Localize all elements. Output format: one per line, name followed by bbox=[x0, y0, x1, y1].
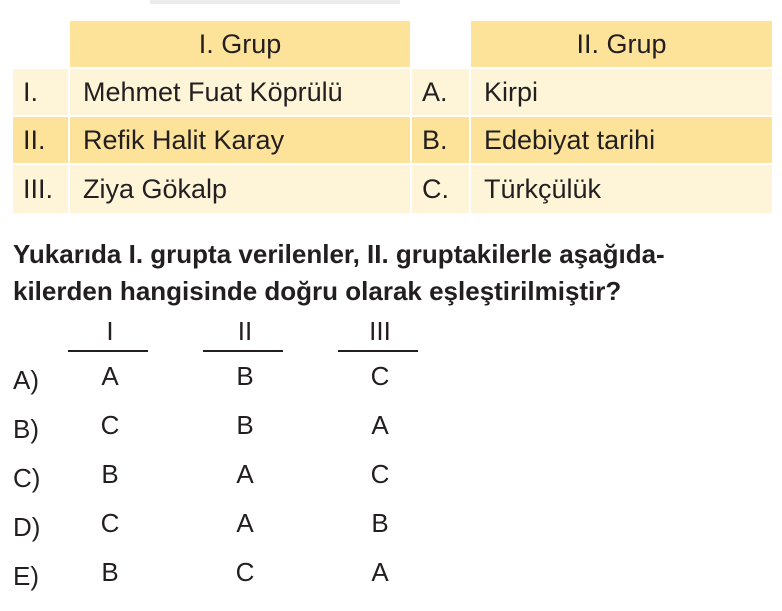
group2-item: Türkçülük bbox=[471, 165, 772, 213]
option-value: C bbox=[370, 361, 390, 391]
option-value: B bbox=[101, 459, 119, 489]
option-letter: E) bbox=[13, 561, 39, 591]
group1-item: Ziya Gökalp bbox=[70, 165, 410, 213]
option-value: C bbox=[235, 557, 255, 587]
row-letter: A. bbox=[412, 69, 469, 115]
column-underline bbox=[338, 350, 418, 352]
column-header-ii: II bbox=[237, 316, 253, 346]
option-value: C bbox=[100, 410, 120, 440]
row-letter: C. bbox=[412, 165, 469, 213]
option-letter: A) bbox=[13, 365, 39, 395]
option-value: A bbox=[371, 557, 389, 587]
group1-item: Mehmet Fuat Köprülü bbox=[70, 69, 410, 115]
option-value: B bbox=[371, 508, 389, 538]
column-underline bbox=[203, 350, 283, 352]
option-value: A bbox=[101, 361, 119, 391]
top-shadow bbox=[150, 0, 400, 4]
question-line-1: Yukarıda I. grupta verilenler, II. gruptakilerle aşağıda- bbox=[13, 239, 665, 269]
column-header-iii: III bbox=[369, 316, 391, 346]
question-line-2: kilerden hangisinde doğru olarak eşleştirilmiştir? bbox=[13, 276, 622, 306]
option-value: B bbox=[236, 361, 254, 391]
option-value: B bbox=[101, 557, 119, 587]
group2-header: II. Grup bbox=[471, 21, 772, 67]
row-letter: B. bbox=[412, 117, 469, 163]
column-header-i: I bbox=[106, 316, 114, 346]
option-value: A bbox=[236, 459, 254, 489]
question-text bbox=[13, 236, 773, 310]
option-value: C bbox=[370, 459, 390, 489]
option-value: C bbox=[100, 508, 120, 538]
group2-item: Edebiyat tarihi bbox=[471, 117, 772, 163]
option-value: A bbox=[371, 410, 389, 440]
row-number: I. bbox=[13, 69, 68, 115]
option-letter: B) bbox=[13, 414, 39, 444]
group1-item: Refik Halit Karay bbox=[70, 117, 410, 163]
option-letter: D) bbox=[13, 512, 41, 542]
column-underline bbox=[68, 350, 148, 352]
option-value: B bbox=[236, 410, 254, 440]
row-number: II. bbox=[13, 117, 68, 163]
row-number: III. bbox=[13, 165, 68, 213]
group2-item: Kirpi bbox=[471, 69, 772, 115]
option-value: A bbox=[236, 508, 254, 538]
group1-header: I. Grup bbox=[70, 21, 410, 67]
option-letter: C) bbox=[13, 463, 41, 493]
